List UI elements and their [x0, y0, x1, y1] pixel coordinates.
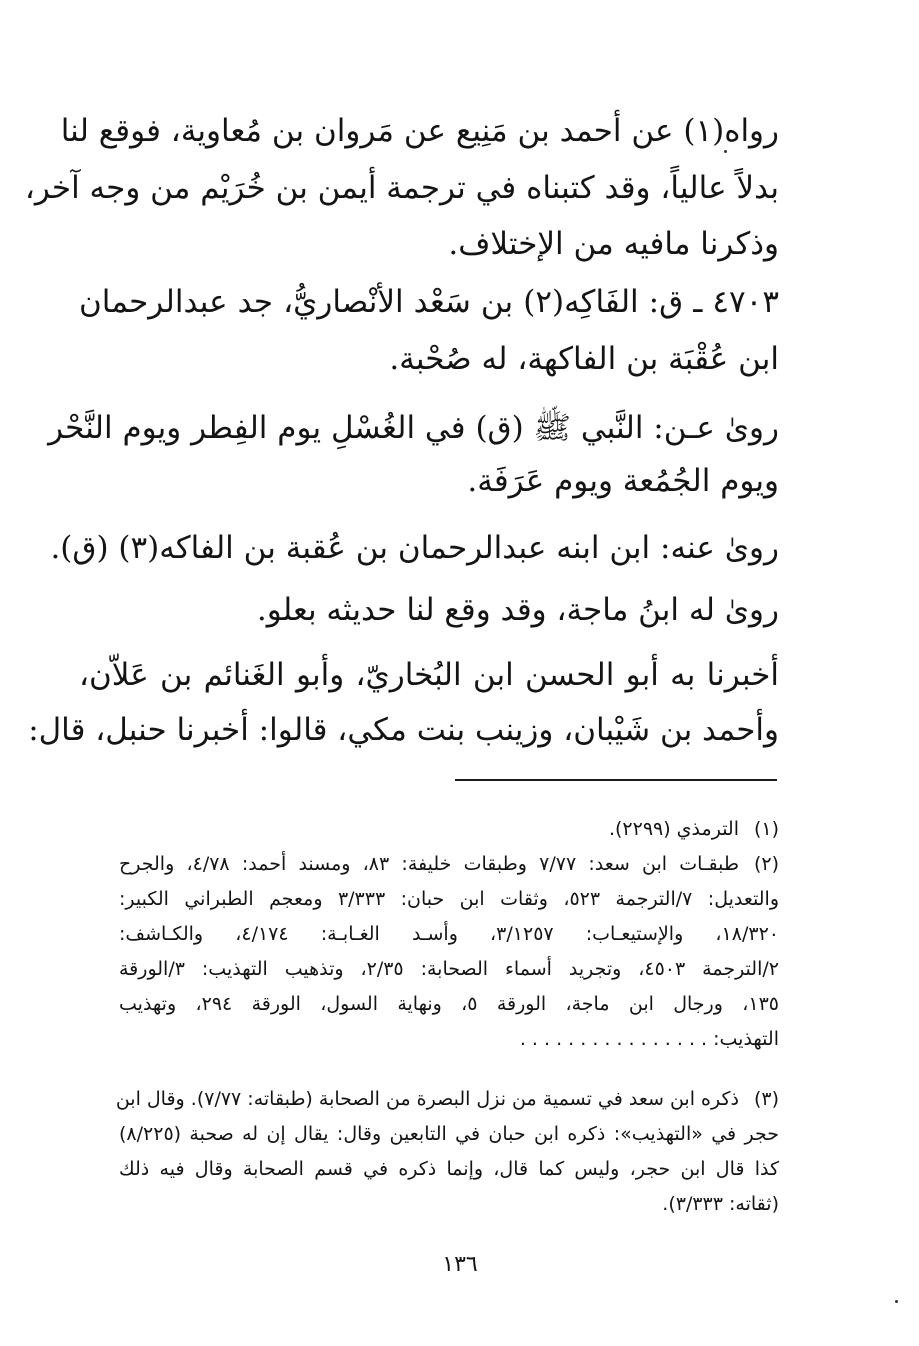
footnote-line: حجر في «التهذيب»: ذكره ابن حبان في التابعين وقال: يقال إن له صحبة (٨/٢٢٥) — [119, 1123, 779, 1145]
footnote-line: الترمذي (٢٢٩٩). — [608, 818, 739, 840]
footnote-line: ١٨/٣٢٠، والإستيعـاب: ٣/١٢٥٧، وأسـد الغـابـة: ٤/١٧٤، والكـاشف: — [119, 923, 779, 945]
footnote-separator — [455, 779, 777, 781]
scan-speck — [724, 150, 727, 153]
body-line: ابن عُقْبَة بن الفاكهة، له صُحْبة. — [389, 341, 779, 377]
body-line: رواه(١) عن أحمد بن مَنِيع عن مَروان بن مُعاوية، فوقع لنا — [60, 113, 779, 149]
scan-speck — [895, 1300, 898, 1303]
body-line: روىٰ له ابنُ ماجة، وقد وقع لنا حديثه بعلو. — [256, 592, 779, 628]
footnote-marker: (٢) — [753, 853, 779, 875]
footnote-line: (ثقاته: ٣/٣٣٣). — [662, 1193, 779, 1215]
body-line: ويوم الجُمُعة ويوم عَرَفَة. — [467, 463, 779, 499]
footnote-line: والتعديل: ٧/الترجمة ٥٢٣، وثقات ابن حبان: ٣/٣٣٣ ومعجم الطبراني الكبير: — [119, 888, 779, 910]
body-line: روىٰ عنه: ابن ابنه عبدالرحمان بن عُقبة بن الفاكه(٣) (ق). — [50, 530, 779, 566]
body-line: بدلاً عالياً، وقد كتبناه في ترجمة أيمن بن خُرَيْم من وجه آخر، — [24, 170, 779, 206]
footnote-line: كذا قال ابن حجر، وليس كما قال، وإنما ذكره في قسم الصحابة وقال فيه ذلك — [119, 1158, 779, 1180]
body-line: وذكرنا مافيه من الإختلاف. — [448, 226, 779, 262]
entry-heading-line: ٤٧٠٣ ـ ق: الفَاكِه(٢) بن سَعْد الأنْصاريُّ، جد عبدالرحمان — [79, 284, 779, 320]
footnote-line: طبقـات ابن سعد: ٧/٧٧ وطبقات خليفة: ٨٣، ومسند أحمد: ٤/٧٨، والجرح — [119, 853, 739, 875]
body-line: أخبرنا به أبو الحسن ابن البُخاريّ، وأبو الغَنائم بن عَلاّن، — [79, 657, 779, 693]
body-line: وأحمد بن شَيْبان، وزينب بنت مكي، قالوا: أخبرنا حنبل، قال: — [28, 712, 779, 748]
footnote-marker: (١) — [753, 818, 779, 840]
footnote-line: التهذيب: . . . . . . . . . . . . . . . . — [519, 1028, 779, 1050]
page-number: ١٣٦ — [442, 1252, 478, 1277]
footnote-line: ذكره ابن سعد في تسمية من نزل البصرة من الصحابة (طبقاته: ٧/٧٧). وقال ابن — [115, 1088, 739, 1110]
body-line: روىٰ عـن: النَّبي ﷺ (ق) في الغُسْلِ يوم الفِطر ويوم النَّحْر — [48, 410, 779, 446]
footnote-line: ٢/الترجمة ٤٥٠٣، وتجريد أسماء الصحابة: ٢/٣٥، وتذهيب التهذيب: ٣/الورقة — [119, 958, 779, 980]
footnote-marker: (٣) — [753, 1088, 779, 1110]
footnote-line: ١٣٥، ورجال ابن ماجة، الورقة ٥، ونهاية السول، الورقة ٢٩٤، وتهذيب — [119, 993, 779, 1015]
